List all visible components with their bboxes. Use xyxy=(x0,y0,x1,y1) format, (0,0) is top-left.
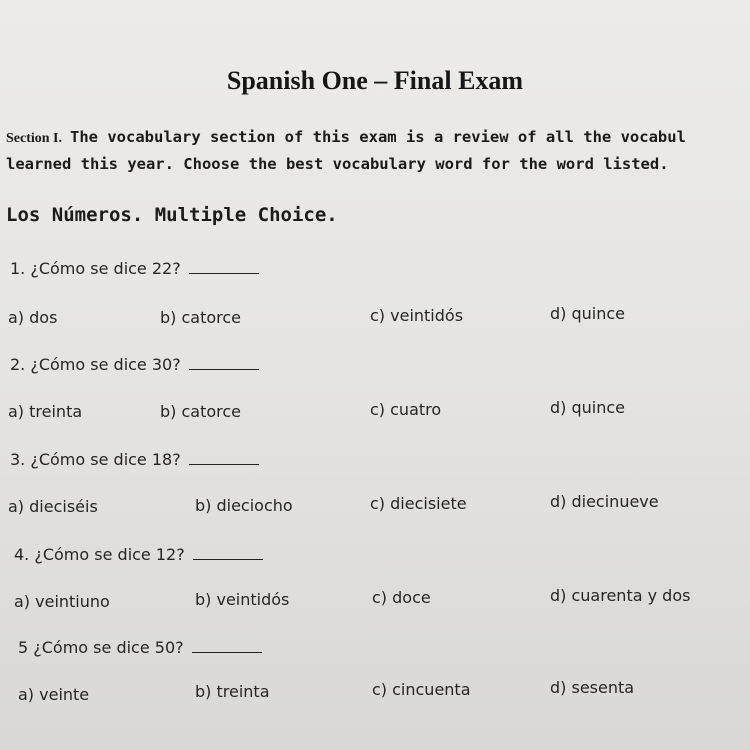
q5-option-d[interactable]: d) sesenta xyxy=(550,678,635,697)
question-4-prompt: 4. ¿Cómo se dice 12? xyxy=(14,545,185,564)
question-5 xyxy=(18,638,262,657)
question-3 xyxy=(10,450,259,469)
q4-option-b[interactable]: b) veintidós xyxy=(195,590,290,609)
question-4 xyxy=(14,545,263,564)
q1-option-a[interactable]: a) dos xyxy=(8,308,58,327)
answer-blank-3[interactable] xyxy=(189,463,259,465)
answer-blank-2[interactable] xyxy=(189,368,259,370)
exam-title: Spanish One – Final Exam xyxy=(226,66,524,95)
q4-option-a[interactable]: a) veintiuno xyxy=(14,592,110,611)
answer-blank-1[interactable] xyxy=(189,272,259,274)
q1-option-b[interactable]: b) catorce xyxy=(160,308,242,327)
section-label: Section I. xyxy=(6,131,62,146)
q3-option-d[interactable]: d) diecinueve xyxy=(550,492,659,511)
question-2-prompt: 2. ¿Cómo se dice 30? xyxy=(10,355,181,374)
q5-option-c[interactable]: c) cincuenta xyxy=(372,680,471,699)
question-1-prompt: 1. ¿Cómo se dice 22? xyxy=(10,259,181,278)
instructions-line-2: learned this year. Choose the best vocabulary word for the word listed. xyxy=(6,155,669,173)
q5-option-b[interactable]: b) treinta xyxy=(195,682,270,701)
q3-option-b[interactable]: b) dieciocho xyxy=(195,496,293,515)
q4-option-d[interactable]: d) cuarenta y dos xyxy=(550,586,691,605)
q3-option-c[interactable]: c) diecisiete xyxy=(370,494,467,513)
q1-option-d[interactable]: d) quince xyxy=(550,304,626,323)
instructions-line-1 xyxy=(6,128,686,147)
question-3-prompt: 3. ¿Cómo se dice 18? xyxy=(10,450,181,469)
section-subheading: Los Números. Multiple Choice. xyxy=(6,204,338,226)
answer-blank-5[interactable] xyxy=(192,651,262,653)
q4-option-c[interactable]: c) doce xyxy=(372,588,431,607)
question-5-prompt: 5 ¿Cómo se dice 50? xyxy=(18,638,184,657)
q2-option-c[interactable]: c) cuatro xyxy=(370,400,442,419)
q3-option-a[interactable]: a) dieciséis xyxy=(8,497,98,516)
answer-blank-4[interactable] xyxy=(193,558,263,560)
q2-option-a[interactable]: a) treinta xyxy=(8,402,83,421)
question-1 xyxy=(10,259,259,278)
question-2 xyxy=(10,355,259,374)
q2-option-b[interactable]: b) catorce xyxy=(160,402,242,421)
q1-option-c[interactable]: c) veintidós xyxy=(370,306,464,325)
instructions-text-1: The vocabulary section of this exam is a review of all the vocabul xyxy=(70,128,686,146)
q2-option-d[interactable]: d) quince xyxy=(550,398,626,417)
q5-option-a[interactable]: a) veinte xyxy=(18,685,90,704)
